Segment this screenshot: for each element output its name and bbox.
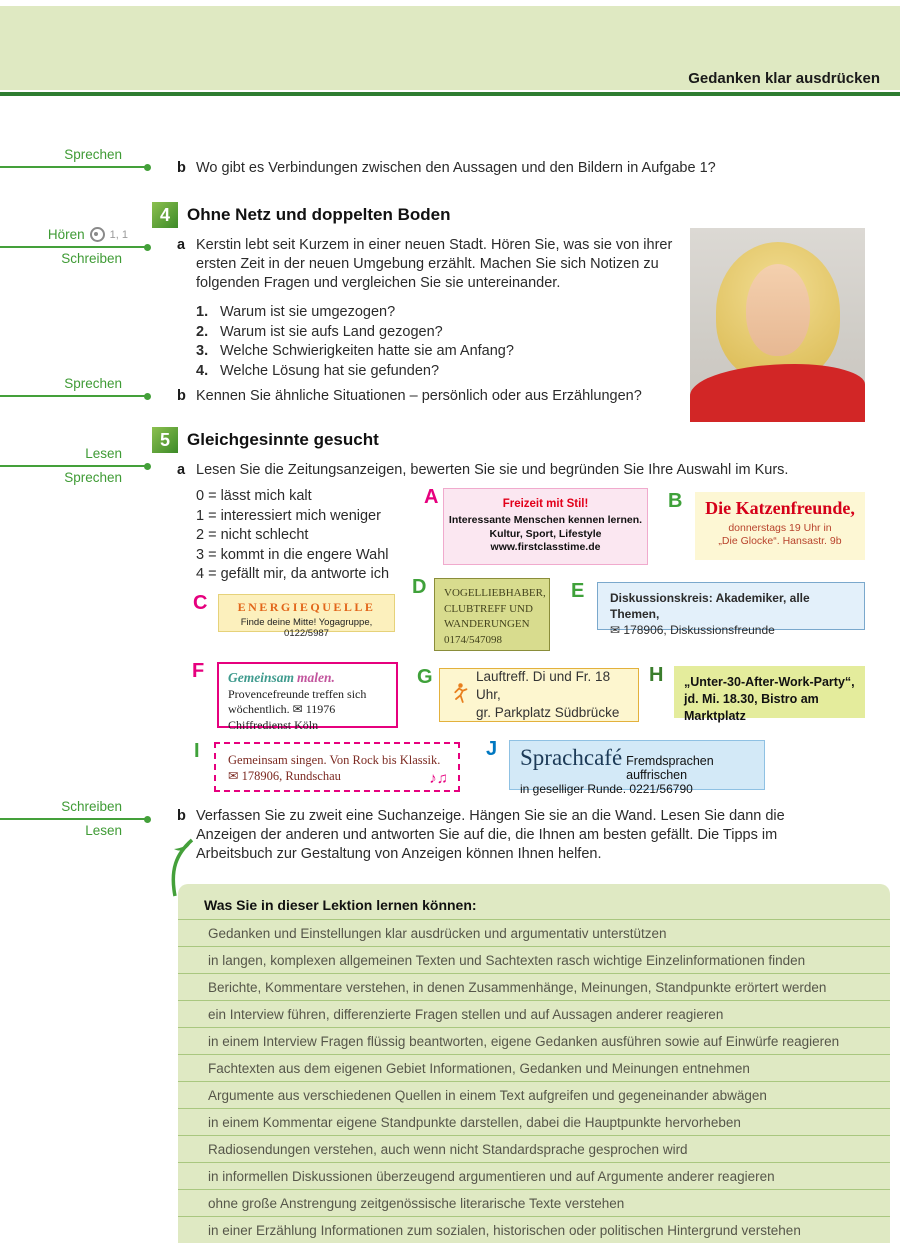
task-b1 xyxy=(177,159,787,178)
task-4b xyxy=(177,387,817,406)
ad-line: www.firstclasstime.de xyxy=(490,541,601,553)
ad-title: Sprachcafé xyxy=(520,745,623,770)
runner-icon xyxy=(450,681,468,709)
ad-line: jd. Mi. 18.30, Bistro am Marktplatz xyxy=(684,692,819,723)
goal-item: Berichte, Kommentare verstehen, in denen Zusammenhänge, Meinungen, Standpunkte erörtert werden xyxy=(178,974,890,1001)
ad-a-freizeit xyxy=(443,488,648,565)
audio-track-ref: 1, 1 xyxy=(109,228,128,241)
ad-line: Kultur, Sport, Lifestyle xyxy=(489,527,602,540)
margin-label-hoeren-group xyxy=(0,227,128,242)
section-title: Ohne Netz und doppelten Boden xyxy=(187,205,451,224)
goal-item: in informellen Diskussionen überzeugend argumentieren und auf Argumente anderer reagieren xyxy=(178,1163,890,1190)
task-marker: a xyxy=(177,462,186,478)
ad-line: Gemeinsam singen. Von Rock bis Klassik. xyxy=(228,753,441,767)
ad-line: donnerstags 19 Uhr in xyxy=(728,522,832,534)
music-notes-icon: ♪♫ xyxy=(429,771,448,787)
ad-title: Die Katzenfreunde, xyxy=(705,498,855,518)
ad-f-gemeinsam-malen xyxy=(217,662,398,732)
margin-line-3 xyxy=(0,395,148,397)
question-item: 2. Warum ist sie aufs Land gezogen? xyxy=(196,323,443,340)
ad-label-c: C xyxy=(193,592,208,614)
ad-label-j: J xyxy=(486,738,498,760)
task-4a xyxy=(177,236,682,293)
question-item: 1. Warum ist sie umgezogen? xyxy=(196,304,396,320)
task-marker: b xyxy=(177,808,186,824)
scale-line: 3 = kommt in die engere Wahl xyxy=(196,546,389,563)
scale-line: 2 = nicht schlecht xyxy=(196,527,309,543)
lesson-goals-box xyxy=(178,884,890,1243)
ad-label-d: D xyxy=(412,576,427,598)
ad-line: 0174/547098 xyxy=(444,633,503,646)
task-text: Verfassen Sie zu zweit eine Suchanzeige. Hängen Sie sie an die Wand. Lesen Sie dann die Anzeigen der anderen und antworten Sie auf die, die Ihnen am besten gefällt. Die Tipps im Arbeitsbuch zur Gestaltung von Anzeigen können Ihnen helfen. xyxy=(196,808,785,862)
ad-line: in geselliger Runde. 0221/56790 xyxy=(520,782,693,796)
margin-dot xyxy=(144,816,151,823)
margin-line-5 xyxy=(0,818,148,820)
margin-label-lesen-1: Lesen xyxy=(85,446,122,461)
question-item: 4. Welche Lösung hat sie gefunden? xyxy=(196,362,440,379)
section-number-box: 4 xyxy=(152,202,178,228)
photo-face xyxy=(746,264,810,356)
ad-label-f: F xyxy=(192,660,205,682)
ad-label-h: H xyxy=(649,664,664,686)
goal-item: in einem Kommentar eigene Standpunkte darstellen, dabei die Hauptpunkte hervorheben xyxy=(178,1109,890,1136)
ad-i-gemeinsam-singen xyxy=(214,742,460,792)
ad-line: Interessante Menschen kennen lernen. xyxy=(448,514,643,526)
margin-line-1 xyxy=(0,166,148,168)
ad-line: ✉ 178906, Rundschau xyxy=(228,769,341,783)
goal-item: in einer Erzählung Informationen zum sozialen, historischen oder politischen Hintergrund verstehen xyxy=(178,1217,890,1243)
goal-item: in einem Interview Fragen flüssig beantworten, eigene Gedanken ausführen sowie auf Einwürfe reagieren xyxy=(178,1028,890,1055)
task-text: Lesen Sie die Zeitungsanzeigen, bewerten Sie sie und begründen Sie Ihre Auswahl im Kurs. xyxy=(196,462,789,478)
ad-b-katzenfreunde xyxy=(695,492,865,560)
ad-title-word: malen. xyxy=(297,670,335,685)
ad-label-i: I xyxy=(194,740,200,762)
ad-line: WANDERUNGEN xyxy=(444,618,530,630)
question-item: 3. Welche Schwierigkeiten hatte sie am Anfang? xyxy=(196,343,514,359)
lesson-goals-title: Was Sie in dieser Lektion lernen können: xyxy=(178,884,890,920)
goal-item: ohne große Anstrengung zeitgenössische literarische Texte verstehen xyxy=(178,1190,890,1217)
goal-item: in langen, komplexen allgemeinen Texten und Sachtexten rasch wichtige Einzelinformationen finden xyxy=(178,947,890,974)
ad-c-energiequelle xyxy=(218,594,395,639)
ad-j-sprachcafe xyxy=(509,740,765,796)
audio-track-icon xyxy=(90,227,105,242)
margin-label-sprechen-1: Sprechen xyxy=(64,147,122,162)
ad-line: CLUBTREFF UND xyxy=(444,602,533,615)
ad-label-e: E xyxy=(571,580,585,602)
ad-line: Lauftreff. Di und Fr. 18 Uhr, xyxy=(476,669,611,702)
ad-line: gr. Parkplatz Südbrücke xyxy=(476,705,620,720)
ad-line: „Unter-30-After-Work-Party“, xyxy=(684,675,855,689)
scale-line: 4 = gefällt mir, da antworte ich xyxy=(196,566,390,582)
task-5a xyxy=(177,461,857,480)
question-list xyxy=(196,303,514,381)
ad-h-afterwork-party xyxy=(674,666,865,723)
section-4-heading xyxy=(152,202,450,228)
ad-title-word: Gemeinsam xyxy=(228,670,294,685)
task-marker: a xyxy=(177,237,186,253)
margin-dot xyxy=(144,463,151,470)
task-text: Kennen Sie ähnliche Situationen – persönlich oder aus Erzählungen? xyxy=(196,388,642,404)
ad-line: Finde deine Mitte! Yogagruppe, 0122/5987 xyxy=(240,617,373,639)
task-text: Wo gibt es Verbindungen zwischen den Aussagen und den Bildern in Aufgabe 1? xyxy=(196,160,716,176)
ad-d-vogelliebhaber xyxy=(434,578,550,651)
margin-line-2 xyxy=(0,246,148,248)
ad-e-diskussionskreis xyxy=(597,582,865,637)
ad-label-g: G xyxy=(417,666,433,688)
section-title: Gleichgesinnte gesucht xyxy=(187,430,379,449)
task-text: Kerstin lebt seit Kurzem in einer neuen Stadt. Hören Sie, was sie von ihrer ersten Zeit in der neuen Umgebung erzählt. Machen Sie sich Notizen zu folgenden Fragen und vergleichen Sie sie untereinander. xyxy=(196,237,673,291)
section-number-box: 5 xyxy=(152,427,178,453)
section-5-heading xyxy=(152,427,379,453)
ad-line: VOGELLIEBHABER, xyxy=(444,587,546,599)
page-header-title: Gedanken klar ausdrücken xyxy=(688,70,880,87)
scale-line: 1 = interessiert mich weniger xyxy=(196,507,381,524)
ad-label-a: A xyxy=(424,486,439,508)
ad-tagline: Fremdsprachen auffrischen xyxy=(626,754,714,782)
margin-line-4 xyxy=(0,465,148,467)
margin-label-schreiben-1: Schreiben xyxy=(61,251,122,266)
margin-label-sprechen-2: Sprechen xyxy=(64,376,122,391)
goal-item: Gedanken und Einstellungen klar ausdrücken und argumentativ unterstützen xyxy=(178,920,890,947)
ad-title: Freizeit mit Stil! xyxy=(502,498,589,510)
ad-line: ✉ 178906, Diskussionsfreunde xyxy=(610,623,775,637)
ad-line: Diskussionskreis: Akademiker, alle Themen, xyxy=(610,591,810,621)
ad-title: ENERGIEQUELLE xyxy=(237,600,376,614)
rating-scale xyxy=(196,487,389,585)
task-marker: b xyxy=(177,160,186,176)
margin-dot xyxy=(144,244,151,251)
goal-item: Fachtexten aus dem eigenen Gebiet Informationen, Gedanken und Meinungen entnehmen xyxy=(178,1055,890,1082)
margin-dot xyxy=(144,393,151,400)
margin-label-schreiben-2: Schreiben xyxy=(61,799,122,814)
ad-line: „Die Glocke“. Hansastr. 9b xyxy=(718,535,842,547)
ad-g-lauftreff xyxy=(439,668,639,722)
ad-text: Provencefreunde treffen sich wöchentlich. ✉ 11976 Chiffredienst Köln xyxy=(228,686,367,732)
margin-label-hoeren: Hören xyxy=(47,227,85,242)
ad-label-b: B xyxy=(668,490,683,512)
goal-item: Argumente aus verschiedenen Quellen in einem Text aufgreifen und gegeneinander abwägen xyxy=(178,1082,890,1109)
task-5b xyxy=(177,807,845,864)
goal-item: ein Interview führen, differenzierte Fragen stellen und auf Aussagen anderer reagieren xyxy=(178,1001,890,1028)
ad-text xyxy=(476,668,628,722)
margin-label-sprechen-3: Sprechen xyxy=(64,470,122,485)
margin-dot xyxy=(144,164,151,171)
scale-line: 0 = lässt mich kalt xyxy=(196,488,312,504)
task-marker: b xyxy=(177,388,186,404)
header-rule xyxy=(0,92,900,96)
goal-item: Radiosendungen verstehen, auch wenn nicht Standardsprache gesprochen wird xyxy=(178,1136,890,1163)
margin-label-lesen-2: Lesen xyxy=(85,823,122,838)
